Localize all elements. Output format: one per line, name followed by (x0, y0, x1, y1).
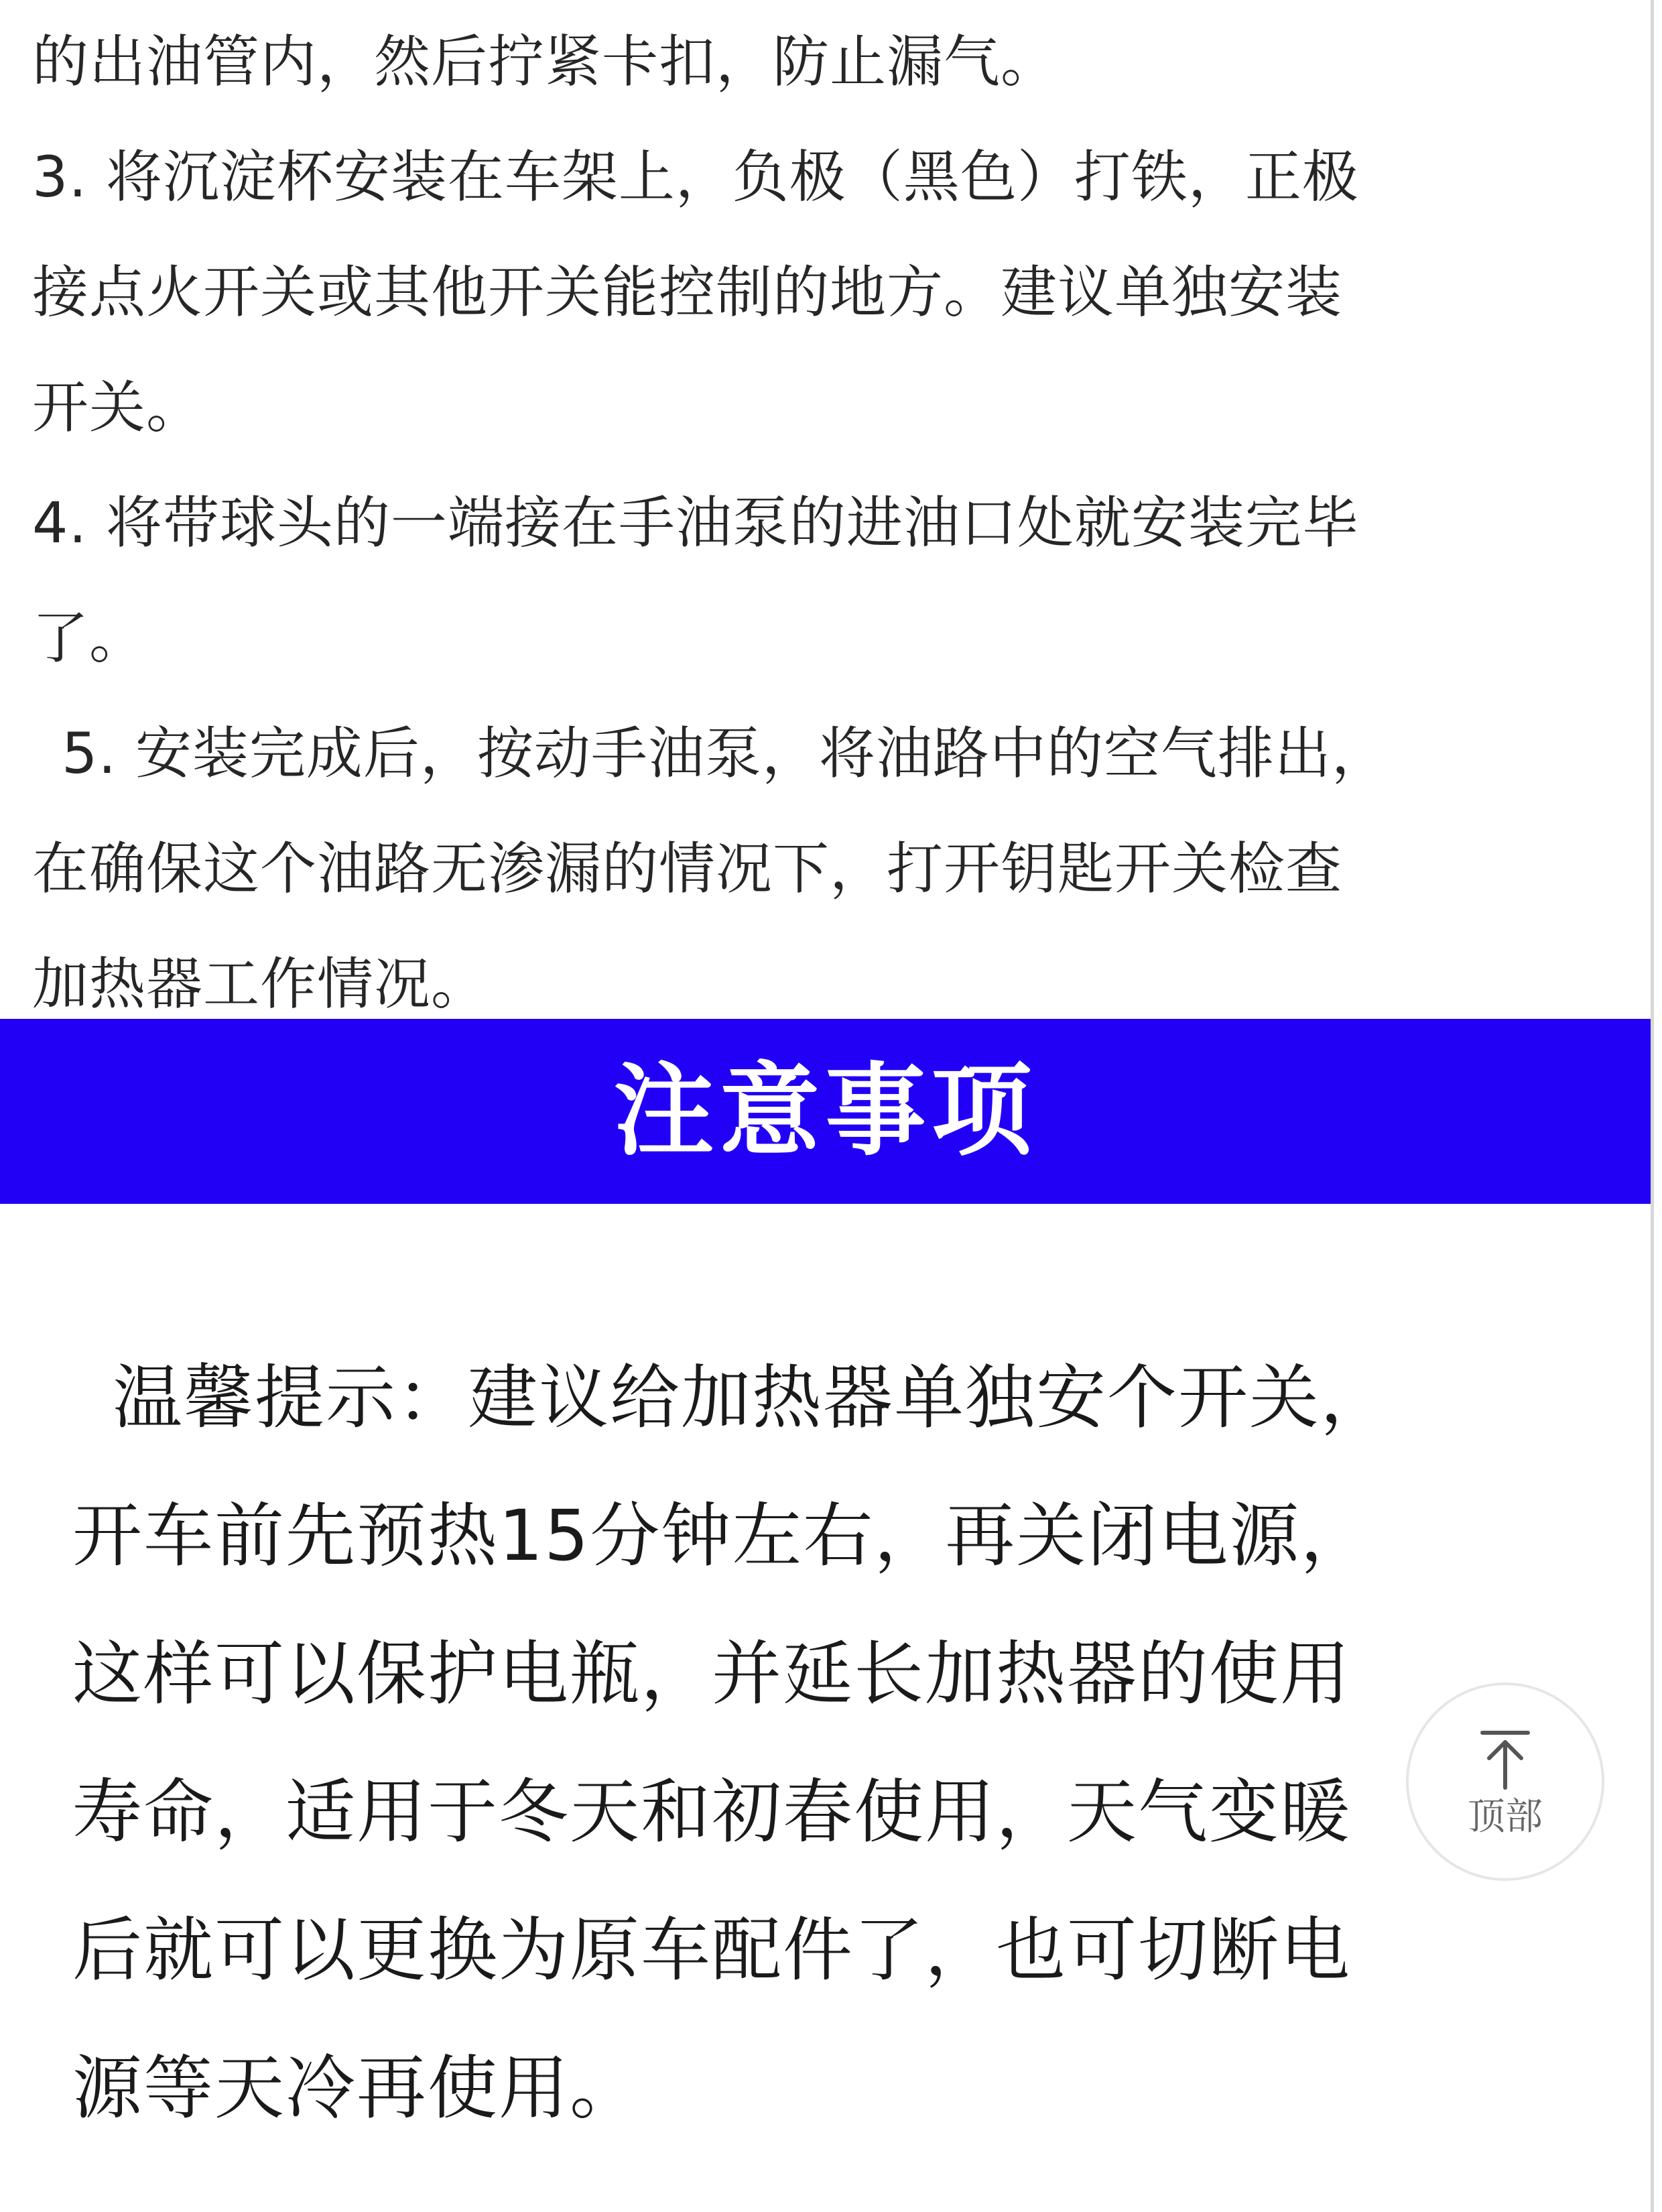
warm-tip (72, 1329, 1547, 2157)
tip-line: 后就可以更换为原车配件了，也可切断电 (72, 1909, 1352, 1991)
section-title: 注意事项 (613, 1053, 1037, 1170)
back-to-top-button[interactable] (1406, 1682, 1604, 1881)
installation-steps (32, 4, 1574, 1042)
tip-line: 温馨提示：建议给加热器单独安个开关， (113, 1357, 1392, 1438)
arrow-up-to-line-icon (1474, 1727, 1536, 1792)
tip-line: 开车前先预热15分钟左右，再关闭电源， (72, 1495, 1372, 1577)
back-to-top-label: 顶部 (1468, 1795, 1543, 1839)
step-line: 加热器工作情况。 (32, 951, 489, 1017)
step-line: 5. 安装完成后，按动手油泵，将油路中的空气排出， (62, 721, 1389, 786)
step-line: 接点火开关或其他开关能控制的地方。建议单独安装 (32, 259, 1343, 325)
step-line: 开关。 (32, 375, 204, 440)
step-line: 3. 将沉淀杯安装在车架上，负极（黑色）打铁，正极 (32, 144, 1359, 210)
tip-line: 源等天冷再使用。 (72, 2047, 641, 2129)
step-line: 了。 (32, 605, 147, 671)
step-line: 的出油管内，然后拧紧卡扣，防止漏气。 (32, 29, 1058, 95)
notice-section-header (0, 1019, 1651, 1204)
step-line: 4. 将带球头的一端接在手油泵的进油口处就安装完毕 (32, 490, 1359, 556)
tip-line: 寿命，适用于冬天和初春使用，天气变暖 (72, 1771, 1352, 1853)
step-line: 在确保这个油路无渗漏的情况下，打开钥匙开关检查 (32, 836, 1343, 902)
tip-line: 这样可以保护电瓶，并延长加热器的使用 (72, 1633, 1352, 1715)
